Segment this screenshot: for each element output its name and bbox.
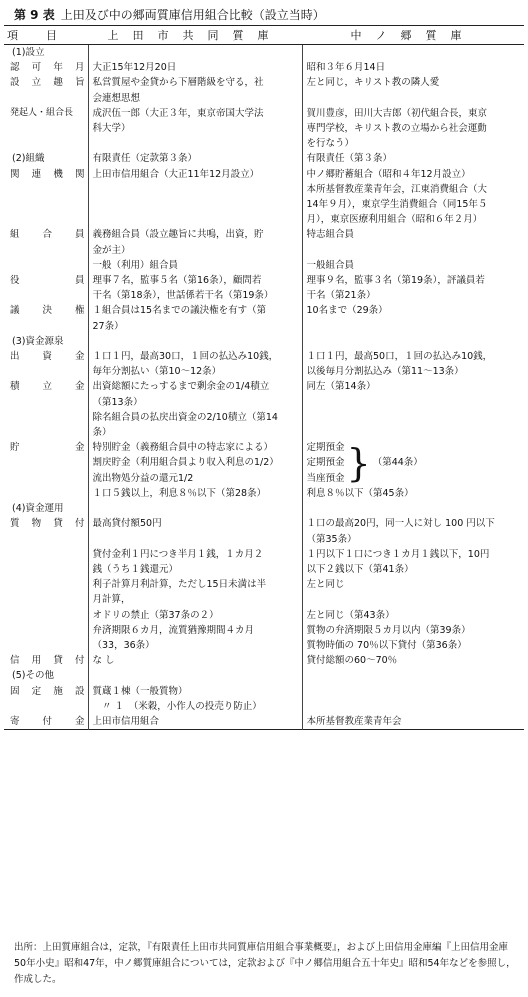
cell-line: 専門学校，キリスト教の立場から社会運動 bbox=[306, 123, 487, 135]
row-label-text bbox=[10, 60, 85, 75]
nakanogo-cell bbox=[302, 167, 524, 228]
ueda-cell bbox=[88, 106, 302, 152]
row-label bbox=[4, 151, 88, 166]
table-row bbox=[4, 45, 524, 61]
cell-line: を行なう） bbox=[306, 138, 355, 150]
cell-line: 中ノ郷貯蓄組合（昭和４年12月設立） bbox=[306, 168, 471, 180]
cell-line: 左と同じ，キリスト教の隣人愛 bbox=[306, 77, 440, 89]
cell-line: 左と同じ（第43条） bbox=[306, 609, 395, 621]
row-label-text bbox=[10, 167, 85, 182]
cell-line: 成沢伍一郎（大正３年，東京帝国大学法 bbox=[92, 107, 264, 119]
table-title bbox=[14, 6, 325, 23]
cell-line: 10名まで（29条） bbox=[306, 305, 388, 317]
table-row bbox=[4, 227, 524, 273]
cell-line: 以後毎月分割払込み（第11〜13条） bbox=[306, 366, 464, 378]
nakanogo-cell bbox=[302, 106, 524, 152]
nakanogo-cell bbox=[302, 501, 524, 516]
brace-icon: } bbox=[346, 441, 371, 486]
label-char: 付 bbox=[74, 655, 85, 667]
row-label-text: 発起人・組合長 bbox=[10, 107, 74, 118]
table-number: 第 9 表 bbox=[14, 8, 55, 22]
ueda-cell bbox=[88, 516, 302, 653]
cell-line: 定期預金 bbox=[306, 457, 345, 469]
row-label bbox=[4, 303, 88, 333]
table-row bbox=[4, 379, 524, 440]
cell-line: 14年９月），東京学生消費組合（同15年５ bbox=[306, 199, 488, 211]
table-row bbox=[4, 501, 524, 516]
cell-line: １口１円，最高50口，１回の払込み10銭， bbox=[306, 351, 493, 363]
label-char: 議 bbox=[10, 305, 20, 317]
label-char: 月 bbox=[74, 62, 85, 74]
label-char: 貸 bbox=[53, 518, 63, 530]
table-row bbox=[4, 684, 524, 714]
label-char: 寄 bbox=[10, 715, 20, 727]
cell-line: 理事７名，監事５名（第16条），顧問若 bbox=[92, 275, 262, 287]
ueda-cell bbox=[88, 440, 302, 501]
row-label-text bbox=[10, 227, 85, 242]
ueda-cell bbox=[88, 273, 302, 303]
row-label bbox=[4, 516, 88, 653]
row-label bbox=[4, 334, 88, 349]
cell-line: 特志組合員 bbox=[306, 229, 355, 241]
header-row bbox=[4, 26, 524, 45]
cell-line: 本所基督教産業青年会 bbox=[306, 715, 402, 727]
table-row bbox=[4, 60, 524, 75]
row-label-text bbox=[10, 653, 85, 668]
brace-note: （第44条） bbox=[372, 457, 423, 469]
label-char: 員 bbox=[74, 275, 85, 287]
row-label-text bbox=[10, 75, 85, 90]
cell-line: 昭和３年６月14日 bbox=[306, 62, 386, 74]
label-char: 役 bbox=[10, 275, 20, 287]
row-label bbox=[4, 349, 88, 379]
cell-line: 賀川豊彦，田川大吉郎（初代組合長，東京 bbox=[306, 107, 488, 119]
label-char: 関 bbox=[74, 168, 85, 180]
table-row bbox=[4, 75, 524, 105]
table-row bbox=[4, 167, 524, 228]
label-char: 金 bbox=[74, 351, 85, 363]
label-char: 付 bbox=[42, 715, 52, 727]
table-row bbox=[4, 440, 524, 501]
row-label-text bbox=[10, 440, 85, 455]
label-char: 金 bbox=[74, 381, 85, 393]
label-char: 用 bbox=[31, 655, 42, 667]
header-ueda: 上田市共同質庫 bbox=[88, 26, 302, 45]
cell-line: 27条） bbox=[92, 320, 124, 332]
table-caption: 上田及び中の郷両質庫信用組合比較（設立当時） bbox=[60, 8, 325, 22]
nakanogo-cell bbox=[302, 303, 524, 333]
cell-line: 以下２銭以下（第41条） bbox=[306, 563, 414, 575]
label-char: 立 bbox=[31, 77, 42, 89]
table-row bbox=[4, 653, 524, 668]
cell-line: 〃 １ （米穀，小作人の投売り防止） bbox=[92, 700, 262, 712]
ueda-cell bbox=[88, 501, 302, 516]
cell-line: 流出物処分益の還元1/2 bbox=[92, 472, 194, 484]
row-label-text bbox=[10, 516, 85, 531]
ueda-cell bbox=[88, 379, 302, 440]
table-body bbox=[4, 45, 524, 730]
cell-line: 質物時価の 70％以下貸付（第36条） bbox=[306, 639, 467, 651]
cell-line: 貸付総額の60〜70％ bbox=[306, 655, 398, 667]
ueda-cell bbox=[88, 684, 302, 714]
header-nakanogo: 中ノ郷質庫 bbox=[302, 26, 524, 45]
cell-line: 定期預金 bbox=[306, 442, 345, 454]
nakanogo-cell bbox=[302, 349, 524, 379]
cell-line: 金が主） bbox=[92, 244, 131, 256]
header-item: 項目 bbox=[4, 26, 88, 45]
source-note: 出所：上田質庫組合は，定款，『有限責任上田市共同質庫信用組合事業概要』，および上田信用金庫編『上田信用金庫50年小史』昭和47年，中ノ郷質庫組合については，定款および『中ノ郷信用組合五十年史』昭和54年などを参照し，作成した。 bbox=[14, 942, 516, 985]
ueda-cell bbox=[88, 668, 302, 683]
cell-line: 条） bbox=[92, 427, 112, 439]
ueda-cell bbox=[88, 349, 302, 379]
row-label bbox=[4, 684, 88, 714]
cell-line: 最高貸付額50円 bbox=[92, 518, 162, 530]
cell-line: １口５銭以上，利息８％以下（第28条） bbox=[92, 487, 267, 499]
cell-line: 出資総額にたっするまで剰余金の1/4積立 bbox=[92, 381, 270, 393]
cell-line: 利息８％以下（第45条） bbox=[306, 487, 414, 499]
cell-line: １円以下１口につき１カ月１銭以下，10円 bbox=[306, 548, 490, 560]
nakanogo-cell bbox=[302, 440, 524, 501]
cell-line: 一般（利用）組合員 bbox=[92, 259, 179, 271]
nakanogo-cell bbox=[302, 45, 524, 61]
row-label-text bbox=[10, 273, 85, 288]
table-row bbox=[4, 106, 524, 152]
label-char: 出 bbox=[10, 351, 20, 363]
label-char: 年 bbox=[53, 62, 63, 74]
table-row bbox=[4, 334, 524, 349]
cell-line: 割戻貯金（利用組合員より収入利息の1/2） bbox=[92, 457, 279, 469]
label-char: 金 bbox=[74, 715, 85, 727]
cell-line: 干名（第18条），世話係若干名（第19条） bbox=[92, 290, 274, 302]
nakanogo-cell bbox=[302, 151, 524, 166]
cell-line bbox=[307, 243, 521, 258]
label-char: 金 bbox=[74, 442, 85, 454]
row-label bbox=[4, 668, 88, 683]
table-row bbox=[4, 668, 524, 683]
row-label bbox=[4, 227, 88, 273]
label-char: 可 bbox=[31, 62, 42, 74]
ueda-cell bbox=[88, 714, 302, 730]
cell-line: 一般組合員 bbox=[306, 259, 355, 271]
cell-line: （第35条） bbox=[306, 533, 357, 545]
cell-line: 科大学） bbox=[92, 123, 131, 135]
label-char: 決 bbox=[42, 305, 52, 317]
cell-line: 本所基督教産業青年会，江東消費組合（大 bbox=[306, 183, 488, 195]
comparison-table bbox=[4, 25, 524, 730]
brace-items bbox=[307, 440, 345, 486]
row-label bbox=[4, 45, 88, 61]
nakanogo-cell bbox=[302, 379, 524, 440]
row-label bbox=[4, 501, 88, 516]
cell-line: 特別貯金（義務組合員中の特志家による） bbox=[92, 442, 274, 454]
section-heading: (2)組織 bbox=[12, 153, 45, 165]
label-char: 連 bbox=[31, 168, 42, 180]
cell-line: １口１円，最高30口，１回の払込み10銭， bbox=[92, 351, 279, 363]
row-label-text bbox=[10, 303, 85, 318]
label-char: 組 bbox=[10, 229, 20, 241]
label-char: 関 bbox=[10, 168, 20, 180]
row-label bbox=[4, 653, 88, 668]
row-label bbox=[4, 75, 88, 105]
cell-line bbox=[307, 684, 521, 699]
label-char: 趣 bbox=[53, 77, 63, 89]
ueda-cell bbox=[88, 167, 302, 228]
nakanogo-cell bbox=[302, 75, 524, 105]
label-char: 員 bbox=[74, 229, 85, 241]
cell-line: （33，36条） bbox=[92, 639, 155, 651]
cell-line: オドリの禁止（第37条の２） bbox=[92, 609, 219, 621]
label-char: 積 bbox=[10, 381, 20, 393]
row-label bbox=[4, 273, 88, 303]
table-row bbox=[4, 714, 524, 730]
cell-line: 弁済期限６カ月，流質猶豫期間４カ月 bbox=[92, 624, 255, 636]
cell-line: 月），東京医療利用組合（昭和６年２月） bbox=[306, 214, 483, 226]
row-label bbox=[4, 714, 88, 730]
cell-line: （第13条） bbox=[92, 396, 143, 408]
row-label bbox=[4, 440, 88, 501]
label-char: 旨 bbox=[74, 77, 85, 89]
cell-line: 大正15年12月20日 bbox=[92, 62, 177, 74]
cell-line: 同左（第14条） bbox=[306, 381, 376, 393]
cell-line: 左と同じ bbox=[306, 579, 345, 591]
table-row bbox=[4, 273, 524, 303]
table-row bbox=[4, 303, 524, 333]
brace-group bbox=[307, 440, 521, 486]
row-label bbox=[4, 60, 88, 75]
nakanogo-cell bbox=[302, 334, 524, 349]
cell-line: 上田市信用組合（大正11年12月設立） bbox=[92, 168, 260, 180]
nakanogo-cell bbox=[302, 668, 524, 683]
cell-line: 上田市信用組合 bbox=[92, 715, 160, 727]
cell-line: 義務組合員（設立趣旨に共鳴，出資，貯 bbox=[92, 229, 264, 241]
ueda-cell bbox=[88, 653, 302, 668]
section-heading: (1)設立 bbox=[12, 47, 45, 58]
cell-line: １口の最高20円，同一人に対し 100 円以下 bbox=[306, 518, 495, 530]
cell-line: 利子計算月利計算，ただし15日未満は半 bbox=[92, 579, 267, 591]
row-label bbox=[4, 106, 88, 152]
ueda-cell bbox=[88, 227, 302, 273]
section-heading: (4)資金運用 bbox=[12, 503, 64, 515]
section-heading: (5)その他 bbox=[12, 670, 54, 682]
cell-line: 私営質屋や金貸から下層階級を守る，社 bbox=[92, 77, 264, 89]
cell-line: 干名（第21条） bbox=[306, 290, 376, 302]
cell-line: 銭（うち１銭還元） bbox=[92, 563, 179, 575]
ueda-cell bbox=[88, 151, 302, 166]
row-label bbox=[4, 379, 88, 440]
cell-line: な し bbox=[92, 655, 115, 667]
row-label-text bbox=[10, 714, 85, 729]
label-char: 資 bbox=[42, 351, 52, 363]
label-char: 認 bbox=[10, 62, 20, 74]
label-char: 合 bbox=[42, 229, 52, 241]
label-char: 定 bbox=[31, 685, 42, 697]
cell-line: 除名組合員の払戻出資金の2/10積立（第14 bbox=[92, 411, 278, 423]
nakanogo-cell bbox=[302, 516, 524, 653]
label-char: 機 bbox=[53, 168, 63, 180]
cell-line bbox=[307, 592, 521, 607]
label-char: 立 bbox=[42, 381, 52, 393]
ueda-cell bbox=[88, 334, 302, 349]
row-label-text bbox=[10, 684, 85, 699]
label-char: 質 bbox=[10, 518, 20, 530]
label-char: 付 bbox=[74, 518, 85, 530]
label-char: 施 bbox=[53, 685, 63, 697]
cell-line bbox=[93, 532, 298, 547]
table-row bbox=[4, 151, 524, 166]
cell-line: 理事９名，監事３名（第19条），評議員若 bbox=[306, 275, 485, 287]
label-char: 固 bbox=[10, 685, 20, 697]
cell-line: 月計算， bbox=[92, 594, 131, 606]
table-row bbox=[4, 516, 524, 653]
nakanogo-cell bbox=[302, 60, 524, 75]
table-row bbox=[4, 349, 524, 379]
label-char: 設 bbox=[10, 77, 20, 89]
row-label-text bbox=[10, 379, 85, 394]
label-char: 設 bbox=[74, 685, 85, 697]
ueda-cell bbox=[88, 303, 302, 333]
section-heading: (3)資金源泉 bbox=[12, 335, 64, 347]
cell-line: 質蔵１棟（一般質物） bbox=[92, 685, 188, 697]
ueda-cell bbox=[88, 75, 302, 105]
cell-line: 当座預金 bbox=[306, 472, 345, 484]
row-label-text bbox=[10, 349, 85, 364]
cell-line: 会連想思想 bbox=[92, 92, 141, 104]
nakanogo-cell bbox=[302, 227, 524, 273]
nakanogo-cell bbox=[302, 684, 524, 714]
cell-line: 有限責任（第３条） bbox=[306, 153, 393, 165]
nakanogo-cell bbox=[302, 653, 524, 668]
ueda-cell bbox=[88, 60, 302, 75]
label-char: 貯 bbox=[10, 442, 20, 454]
cell-line: 質物の弁済期限５カ月以内（第39条） bbox=[306, 624, 471, 636]
nakanogo-cell bbox=[302, 714, 524, 730]
ueda-cell bbox=[88, 45, 302, 61]
cell-line: 有限責任（定款第３条） bbox=[92, 153, 198, 165]
label-char: 貸 bbox=[53, 655, 63, 667]
cell-line: 貸付金利１円につき半月１銭，１カ月２ bbox=[92, 548, 264, 560]
row-label bbox=[4, 167, 88, 228]
cell-line: 毎年分割払い（第10〜12条） bbox=[92, 366, 222, 378]
label-char: 権 bbox=[74, 305, 85, 317]
label-char: 物 bbox=[31, 518, 42, 530]
nakanogo-cell bbox=[302, 273, 524, 303]
label-char: 信 bbox=[10, 655, 20, 667]
cell-line: １組合員は15名までの議決権を有す（第 bbox=[92, 305, 267, 317]
